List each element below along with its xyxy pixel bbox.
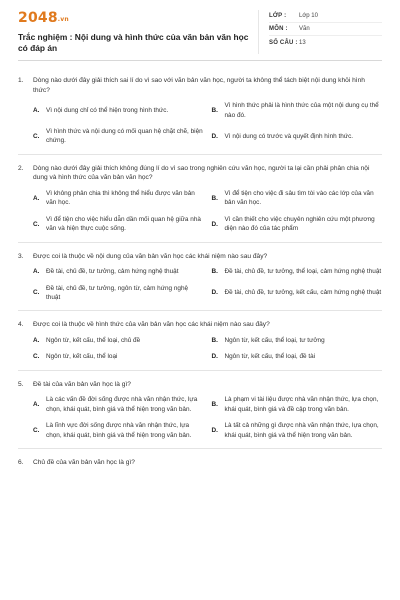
option-text: Là các vấn đề đời sống được nhà văn nhận thức, lựa chọn, khái quát, bình giá và thể hiện trong văn bản. <box>46 396 198 413</box>
option-letter: C. <box>33 426 40 434</box>
option-text: Đề tài, chủ đề, tư tưởng, cảm hứng nghệ thuật <box>46 268 179 276</box>
option-text: Vì nội dung chỉ có thể hiện trong hình thức. <box>46 106 169 114</box>
answer-option[interactable] <box>212 101 383 120</box>
option-letter: D. <box>211 132 218 140</box>
question-text <box>18 320 382 330</box>
question-body: Được coi là thuộc về hình thức của văn bản văn học các khái niệm nào sau đây? <box>33 321 270 329</box>
question-item <box>18 311 382 370</box>
option-letter: A. <box>33 106 40 114</box>
question-list <box>18 67 382 476</box>
question-text <box>18 458 382 468</box>
option-text: Đề tài, chủ đề, tư tưởng, ngôn từ, cảm hứng nghệ thuật <box>46 284 189 302</box>
page-title: Trắc nghiệm : Nội dung và hình thức của văn bản văn học có đáp án <box>18 32 249 53</box>
answer-option[interactable] <box>212 421 383 440</box>
option-text: Ngôn từ, kết cấu, thể loại, chủ đề <box>46 337 141 345</box>
question-item <box>18 371 382 449</box>
option-letter: A. <box>33 401 40 409</box>
option-text: Đề tài, chủ đề, tư tưởng, kết cấu, cảm hứng nghệ thuật <box>224 289 382 297</box>
meta-value: Văn <box>299 26 310 32</box>
question-text <box>18 76 382 95</box>
option-text: Vì không phân chia thì không thể hiểu được văn bản văn học. <box>46 190 195 207</box>
option-text: Vì nội dung có trước và quyết định hình thức. <box>224 132 354 140</box>
question-body: Dòng nào dưới đây giải thích không đúng lí do vì sao trong nghiên cứu văn học, người ta lại cần phải phân chia nội dung và hình thức của văn bản văn học? <box>33 164 370 182</box>
question-number: 4. <box>18 321 24 329</box>
option-text: Ngôn từ, kết cấu, thể loại, tư tưởng <box>224 337 325 345</box>
option-letter: B. <box>211 194 218 202</box>
answer-options <box>18 267 382 302</box>
answer-option[interactable] <box>212 127 383 146</box>
option-letter: A. <box>33 337 40 345</box>
option-letter: C. <box>33 289 40 297</box>
answer-option[interactable] <box>33 284 204 303</box>
question-item <box>18 155 382 243</box>
answer-option[interactable] <box>33 215 204 234</box>
option-letter: A. <box>33 194 40 202</box>
question-body: Dòng nào dưới đây giải thích sai lí do vì sao với văn bản văn học, người ta không thể tách biệt nội dung khỏi hình thức? <box>33 77 365 94</box>
option-text: Vì cần thiết cho việc chuyên nghiên cứu một phương diện nào đó của tác phẩm <box>224 215 375 233</box>
option-letter: B. <box>211 337 218 345</box>
document-header <box>18 10 382 61</box>
option-letter: D. <box>211 353 218 361</box>
answer-options <box>18 395 382 440</box>
answer-option[interactable] <box>33 421 204 440</box>
question-number: 3. <box>18 252 24 260</box>
answer-option[interactable] <box>33 336 204 345</box>
answer-option[interactable] <box>33 267 204 276</box>
meta-row-count <box>269 36 382 49</box>
answer-option[interactable] <box>212 395 383 414</box>
option-letter: B. <box>211 401 218 409</box>
question-number: 5. <box>18 380 24 388</box>
meta-label: SỐ CÂU : <box>269 39 298 46</box>
question-text <box>18 164 382 183</box>
option-letter: A. <box>33 268 40 276</box>
logo-suffix: .vn <box>57 16 69 23</box>
question-text <box>18 380 382 390</box>
site-logo[interactable] <box>18 10 258 26</box>
option-letter: C. <box>33 353 40 361</box>
meta-row-class <box>269 10 382 23</box>
answer-option[interactable] <box>212 267 383 276</box>
answer-options <box>18 189 382 234</box>
meta-row-subject <box>269 23 382 36</box>
meta-table <box>258 10 382 54</box>
meta-value: 13 <box>299 39 306 46</box>
answer-option[interactable] <box>212 189 383 208</box>
question-item <box>18 67 382 155</box>
answer-option[interactable] <box>33 101 204 120</box>
question-body: Chủ đề của văn bản văn học là gì? <box>33 459 135 467</box>
answer-options <box>18 101 382 146</box>
answer-option[interactable] <box>212 352 383 361</box>
answer-option[interactable] <box>33 395 204 414</box>
question-number: 1. <box>18 77 24 84</box>
question-item <box>18 243 382 312</box>
option-text: Là phạm vi tài liệu được nhà văn nhận thức, lựa chọn, khái quát, bình giá và đề cập trong văn bản. <box>224 396 379 413</box>
option-letter: C. <box>33 220 40 228</box>
question-body: Được coi là thuộc về nội dung của văn bản văn học các khái niệm nào sau đây? <box>33 252 268 260</box>
question-body: Đề tài của văn bản văn học là gì? <box>33 380 131 388</box>
header-left <box>18 10 258 54</box>
option-text: Vì hình thức và nội dung có mối quan hệ chặt chẽ, biện chứng. <box>46 128 203 145</box>
answer-option[interactable] <box>33 127 204 146</box>
option-text: Đề tài, chủ đề, tư tưởng, thể loại, cảm hứng nghệ thuật <box>224 268 382 276</box>
option-letter: D. <box>211 426 218 434</box>
answer-option[interactable] <box>212 284 383 303</box>
answer-option[interactable] <box>212 215 383 234</box>
answer-option[interactable] <box>33 189 204 208</box>
option-text: Là tất cả những gì được nhà văn nhận thức, lựa chọn, khái quát, bình giá và thể hiện trong văn bản. <box>224 422 379 439</box>
option-letter: B. <box>211 268 218 276</box>
answer-option[interactable] <box>33 352 204 361</box>
logo-main: 2048 <box>18 10 58 26</box>
option-text: Vì hình thức phải là hình thức của một nội dung cụ thể nào đó. <box>224 102 379 119</box>
question-number: 2. <box>18 164 24 172</box>
answer-options <box>18 336 382 362</box>
meta-label: LỚP : <box>269 13 287 19</box>
option-text: Ngôn từ, kết cấu, thể loại, đề tài <box>224 353 316 361</box>
question-text <box>18 252 382 262</box>
question-number: 6. <box>18 459 24 467</box>
question-item <box>18 449 382 476</box>
option-text: Ngôn từ, kết cấu, thể loại <box>46 353 118 361</box>
option-text: Vì để tiện cho việc hiểu dẫn dần mối quan hệ giữa nhà văn và hiện thực cuộc sống. <box>46 215 201 233</box>
option-letter: B. <box>211 106 218 114</box>
meta-label: MÔN : <box>269 26 288 32</box>
answer-option[interactable] <box>212 336 383 345</box>
option-text: Vì để tiện cho việc đi sâu tìm tòi vào các lớp của văn bản văn học. <box>224 190 374 207</box>
meta-value: Lớp 10 <box>299 13 318 19</box>
option-text: Là lĩnh vực đời sống được nhà văn nhận thức, lựa chọn, khái quát, bình giá và thể hiện trong văn bản. <box>46 422 192 439</box>
option-letter: D. <box>211 289 218 297</box>
option-letter: D. <box>211 220 218 228</box>
option-letter: C. <box>33 132 40 140</box>
